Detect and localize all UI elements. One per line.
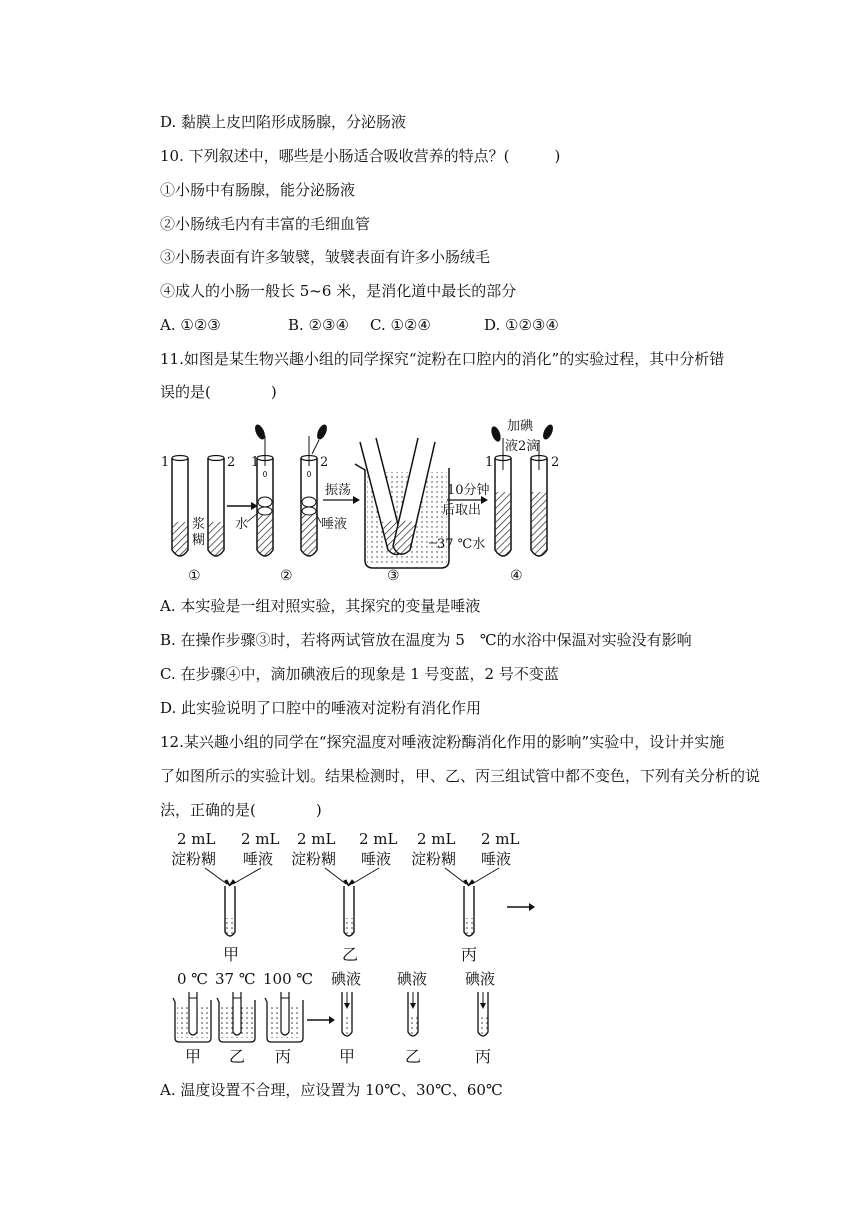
group-label-yi-beaker: 乙 <box>229 1047 246 1066</box>
bath-label: 37 ℃水 <box>437 537 486 552</box>
step4-label-2: 2 <box>551 455 560 470</box>
step-number-1: ① <box>188 568 201 584</box>
amount-3: 2 mL <box>297 830 336 848</box>
amount-6: 2 mL <box>481 830 520 848</box>
q12-option-a: A. 温度设置不合理，应设置为 10℃、30℃、60℃ <box>160 1081 503 1099</box>
beaker-37 <box>217 992 255 1042</box>
q11-option-c: C. 在步骤④中，滴加碘液后的现象是 1 号变蓝，2 号不变蓝 <box>160 665 559 683</box>
mix-lines <box>205 868 499 886</box>
step2-label-2: 2 <box>320 455 329 470</box>
iodine-tube-yi <box>408 992 418 1036</box>
next-arrow-head <box>529 903 535 911</box>
dropper-3 <box>490 425 503 443</box>
q11-option-a: A. 本实验是一组对照实验，其探究的变量是唾液 <box>160 597 481 615</box>
q10-stem: 10. 下列叙述中，哪些是小肠适合吸收营养的特点？( ) <box>160 147 561 165</box>
q10-option-d: D. ①②③④ <box>484 316 559 334</box>
temp-37: 37 ℃ <box>215 970 256 988</box>
q10-statement-3: ③小肠表面有许多皱襞，皱襞表面有许多小肠绒毛 <box>160 248 491 266</box>
paste-1: 淀粉糊 <box>171 850 217 868</box>
step2-tube-2 <box>301 436 317 556</box>
beaker-0 <box>173 992 211 1042</box>
amount-2: 2 mL <box>241 830 280 848</box>
amount-1: 2 mL <box>177 830 216 848</box>
mix-tube-jia <box>225 886 235 936</box>
step2-label-1: 1 <box>251 455 260 470</box>
q11-stem-line1: 11.如图是某生物兴趣小组的同学探究“淀粉在口腔内的消化”的实验过程，其中分析错 <box>160 350 725 368</box>
step1-tube-1 <box>172 456 188 557</box>
saliva-label: 唾液 <box>321 517 348 532</box>
step2-tube-1 <box>257 436 273 556</box>
temp-100: 100 ℃ <box>263 970 314 988</box>
q10-option-a: A. ①②③ <box>160 316 221 334</box>
group-label-jia-iodine: 甲 <box>339 1047 356 1066</box>
q10-statement-1: ①小肠中有肠腺，能分泌肠液 <box>160 181 356 199</box>
q12-figure <box>165 826 545 1072</box>
group-label-bing-iodine: 丙 <box>475 1047 492 1066</box>
q11-option-b: B. 在操作步骤③时，若将两试管放在温度为 5 ℃的水浴中保温对实验没有影响 <box>160 631 692 649</box>
step1-label-2: 2 <box>227 455 236 470</box>
q10-option-b: B. ②③④ <box>288 316 349 334</box>
paste-label-2: 糊 <box>192 533 206 548</box>
q11-stem-line2: 误的是( ) <box>160 383 277 401</box>
paste-label-1: 浆 <box>192 517 206 532</box>
mix-tube-yi <box>344 886 354 936</box>
step4-tube-1 <box>495 438 511 556</box>
iodine-label-yi: 碘液 <box>397 970 428 988</box>
saliva-3: 唾液 <box>481 850 512 868</box>
group-label-jia-top: 甲 <box>223 945 240 964</box>
dropper-4 <box>541 423 555 441</box>
q10-statement-2: ②小肠绒毛内有丰富的毛细血管 <box>160 215 371 233</box>
shake-arrow-head <box>353 496 360 504</box>
iodine-label-bing: 碘液 <box>465 970 496 988</box>
paste-2: 淀粉糊 <box>291 850 337 868</box>
iodine-label-2: 液2滴 <box>505 439 540 454</box>
saliva-1: 唾液 <box>243 850 274 868</box>
beaker-100 <box>265 992 303 1042</box>
group-label-yi-iodine: 乙 <box>405 1047 422 1066</box>
step4-label-1: 1 <box>485 455 494 470</box>
step-number-3: ③ <box>387 568 400 584</box>
group-label-jia-beaker: 甲 <box>185 1047 202 1066</box>
q10-statement-4: ④成人的小肠一般长 5~6 米，是消化道中最长的部分 <box>160 282 517 300</box>
wait-label-1: 10分钟 <box>447 483 490 498</box>
amount-4: 2 mL <box>359 830 398 848</box>
q11-figure <box>155 410 575 588</box>
iodine-tube-jia <box>342 992 352 1036</box>
paste-3: 淀粉糊 <box>411 850 457 868</box>
wait-label-2: 后取出 <box>442 503 482 518</box>
step1-tube-2 <box>208 456 224 557</box>
step4-tube-2 <box>531 440 547 556</box>
saliva-2: 唾液 <box>361 850 392 868</box>
iodine-label-1: 加碘 <box>507 419 534 434</box>
iodine-tube-bing <box>478 992 488 1036</box>
q9-option-d: D. 黏膜上皮凹陷形成肠腺，分泌肠液 <box>160 113 407 131</box>
group-label-bing-beaker: 丙 <box>275 1047 292 1066</box>
beaker-arrow-head <box>329 1016 335 1024</box>
group-label-yi-top: 乙 <box>342 945 359 964</box>
water-label: 水 <box>235 517 249 532</box>
step1-label-1: 1 <box>161 455 170 470</box>
q11-option-d: D. 此实验说明了口腔中的唾液对淀粉有消化作用 <box>160 699 482 717</box>
q12-stem-line1: 12.某兴趣小组的同学在“探究温度对唾液淀粉酶消化作用的影响”实验中，设计并实施 <box>160 733 725 751</box>
amount-5: 2 mL <box>417 830 456 848</box>
group-label-bing-top: 丙 <box>461 945 478 964</box>
temp-0: 0 ℃ <box>177 970 209 988</box>
mix-tube-bing <box>464 886 474 936</box>
step-number-2: ② <box>280 568 293 584</box>
q10-option-c: C. ①②④ <box>370 316 431 334</box>
shake-label: 振荡 <box>325 483 352 498</box>
step-number-4: ④ <box>510 568 523 584</box>
dropper-2 <box>312 423 329 454</box>
iodine-label-jia: 碘液 <box>331 970 362 988</box>
q12-stem-line2: 了如图所示的实验计划。结果检测时，甲、乙、丙三组试管中都不变色，下列有关分析的说 <box>160 767 761 785</box>
q12-stem-line3: 法，正确的是( ) <box>160 801 322 819</box>
